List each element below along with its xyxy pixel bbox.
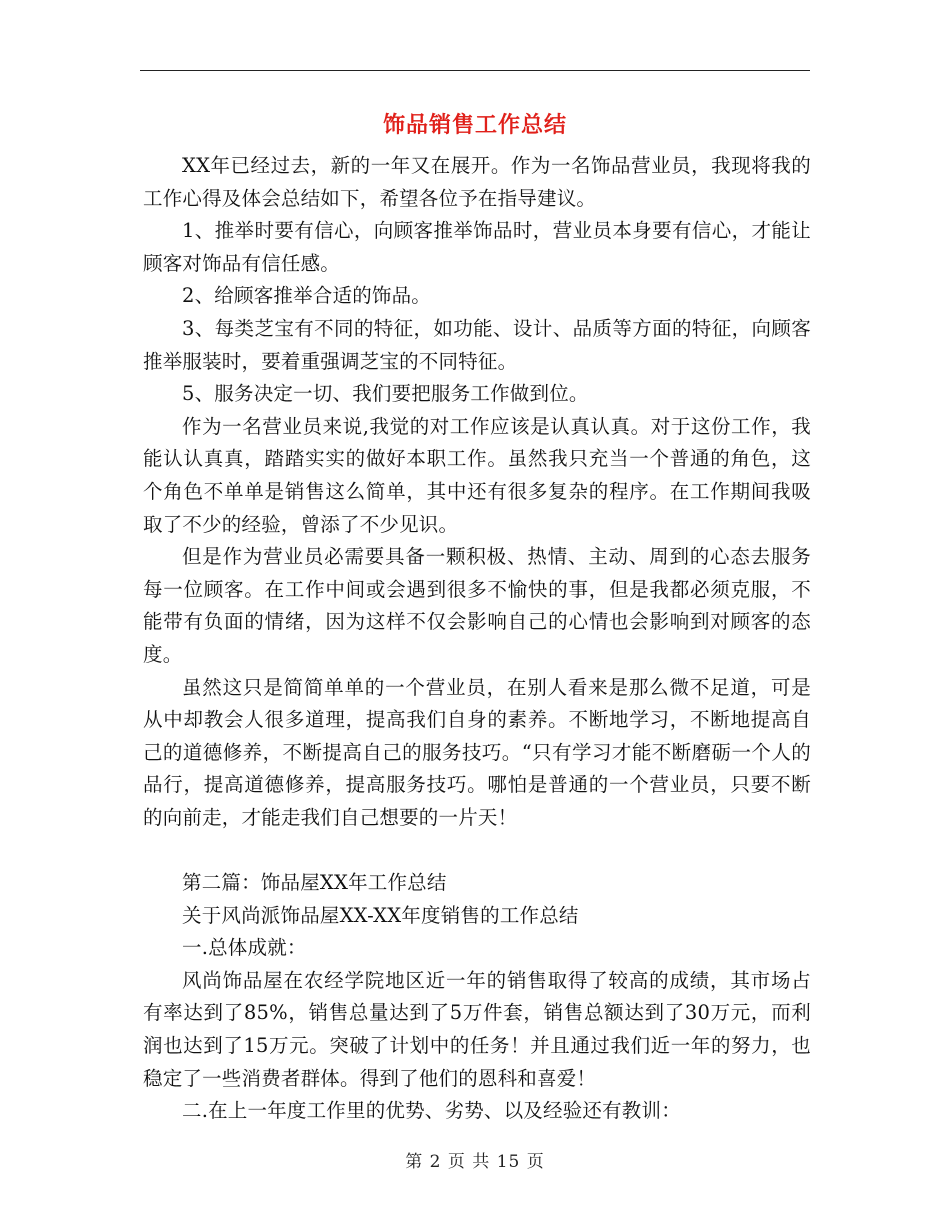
page-number: 第 2 页 共 15 页 [405,1152,545,1172]
paragraph-attitude: 作为一名营业员来说,我觉的对工作应该是认真认真。对于这份工作，我能认认真真，踏踏实实的做好本职工作。虽然我只充当一个普通的角色，这个角色不单单是销售这么简单，其中还有很多复杂的程序。在工作期间我吸取了不少的经验，曾添了不少见识。 [143,414,811,536]
paragraph-item-3: 3、每类芝宝有不同的特征，如功能、设计、品质等方面的特征，向顾客推举服装时，要着重强调芝宝的不同特征。 [143,316,811,373]
paragraph-mindset: 但是作为营业员必需要具备一颗积极、热情、主动、周到的心态去服务每一位顾客。在工作中间或会遇到很多不愉快的事，但是我都必须克服，不能带有负面的情绪，因为这样不仅会影响自己的心情也会影响到对顾客的态度。 [143,545,811,666]
subheading-review: 二.在上一年度工作里的优势、劣势、以及经验还有教训： [182,1099,681,1123]
section-heading: 第二篇：饰品屋XX年工作总结 [182,871,447,895]
document-title: 饰品销售工作总结 [382,112,567,138]
paragraph-item-1: 1、推举时要有信心，向顾客推举饰品时，营业员本身要有信心，才能让顾客对饰品有信任感。 [143,219,811,275]
paragraph-item-2: 2、给顾客推举合适的饰品。 [182,284,432,308]
subheading-overall: 一.总体成就： [182,936,307,960]
section-subtitle: 关于风尚派饰品屋XX-XX年度销售的工作总结 [182,903,579,927]
header-rule [140,70,810,71]
section-gap [143,834,811,867]
paragraph-intro: XX年已经过去，新的一年又在展开。作为一名饰品营业员，我现将我的工作心得及体会总结如下，希望各位予在指导建议。 [143,154,811,210]
paragraph-learning: 虽然这只是简简单单的一个营业员，在别人看来是那么微不足道，可是从中却教会人很多道理，提高我们自身的素养。不断地学习，不断地提高自己的道德修养，不断提高自己的服务技巧。“只有学习才能不断磨砺一个人的品行，提高道德修养，提高服务技巧。哪怕是普通的一个营业员，只要不断的向前走，才能走我们自己想要的一片天！ [143,675,811,829]
paragraph-item-5: 5、服务决定一切、我们要把服务工作做到位。 [182,382,589,406]
document-body [143,150,811,1128]
paragraph-achievements: 风尚饰品屋在农经学院地区近一年的销售取得了较高的成绩，其市场占有率达到了85%，销售总量达到了5万件套，销售总额达到了30万元，而利润也达到了15万元。突破了计划中的任务！并且通过我们近一年的努力，也稳定了一些消费者群体。得到了他们的恩科和喜爱！ [143,968,811,1090]
